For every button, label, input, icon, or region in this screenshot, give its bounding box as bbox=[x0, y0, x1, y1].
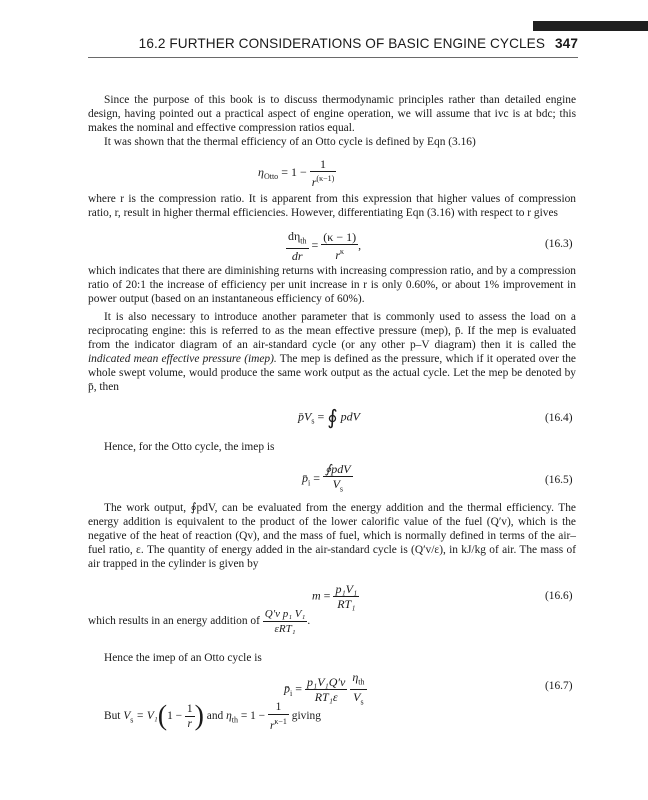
equation-number-16-5: (16.5) bbox=[545, 474, 573, 486]
equation-16-3: $\frac{d\eta_{th}}{dr}$ = $\frac{(\kappa - 1)}{r^\kappa}$ , bbox=[288, 229, 362, 264]
paragraph-7: The work output, ∮pdV, can be evaluated from the energy addition and the thermal efficiency. The energy addition is equivalent to the product of the lower calorific value of the fuel (Q′v), which is the negative of the heat of reaction (Qv), and the mass of fuel, which is normally defined in terms of the air–fuel ratio, ε. The quantity of energy added in the air-standard cycle is (Q′v/ε), in kJ/kg of air. The mass of air trapped in the cylinder is given by bbox=[88, 502, 576, 570]
equation-otto-efficiency: $\eta_{Otto} = 1$ − $\frac{1}{r^{(\kappa-1)}}$ bbox=[258, 157, 335, 189]
equation-16-5: $p̄_i$ = $\frac{\text{∮pdV}}{V_s}$ bbox=[302, 462, 351, 494]
equation-number-16-4: (16.4) bbox=[545, 412, 573, 424]
equation-number-16-7: (16.7) bbox=[545, 680, 573, 692]
paragraph-1: Since the purpose of this book is to discuss thermodynamic principles rather than detailed engine design, having pointed out a practical aspect of engine operation, we will assume that ivc is at bdc; this makes the nominal and effective compression ratios equal. bbox=[88, 94, 576, 134]
equation-16-6: m = $\frac{\text{p₁V₁}}{\text{RT₁}}$ bbox=[312, 582, 358, 611]
vs-and-eta-line: But $V_s = V_1(1$ − $\frac{1}{r}$ ) and $\eta_{th} = 1$ − $\frac{1}{r^{\kappa-1}}$ giving bbox=[104, 700, 321, 732]
equation-16-4: $p̄V_s$ = ∮ pdV bbox=[298, 407, 361, 429]
page-number: 347 bbox=[555, 36, 578, 51]
energy-addition-line: which results in an energy addition of $\frac{\text{Q′v p₁ V₁}}{\text{εRT₁}}$ . bbox=[88, 608, 311, 635]
section-title: 16.2 FURTHER CONSIDERATIONS OF BASIC ENGINE CYCLES bbox=[138, 36, 546, 51]
paragraph-6: Hence, for the Otto cycle, the imep is bbox=[104, 441, 275, 453]
paragraph-3: where r is the compression ratio. It is apparent from this expression that higher values of compression ratio, r, result in higher thermal efficiencies. However, differentiating Eqn (3.16) with respect to r gives bbox=[88, 193, 576, 219]
paragraph-9: Hence the imep of an Otto cycle is bbox=[104, 652, 262, 664]
equation-number-16-6: (16.6) bbox=[545, 590, 573, 602]
paragraph-2: It was shown that the thermal efficiency of an Otto cycle is defined by Eqn (3.16) bbox=[104, 136, 476, 148]
header-bar-decoration bbox=[533, 21, 648, 31]
equation-number-16-3: (16.3) bbox=[545, 238, 573, 250]
header-rule bbox=[88, 57, 578, 58]
paragraph-4: which indicates that there are diminishing returns with increasing compression ratio, and by a compression ratio of 20:1 the increase of efficiency per unit increase in r is only 0.60%, or about 1% improvement in power output (based on an instantaneous efficiency of 60%). bbox=[88, 265, 576, 305]
equation-16-7: $p̄_i$ = $\frac{\text{p₁V₁Q′v}}{\text{RT₁ε}}$ $\frac{\eta_{th}}{V_s}$ bbox=[284, 670, 365, 707]
running-header bbox=[0, 36, 578, 51]
paragraph-5: It is also necessary to introduce another parameter that is commonly used to assess the load on a reciprocating engine: this is referred to as the mean effective pressure (mep), p̄. If the mep is evaluated from the indicator diagram of an air-standard cycle (or any other p–V diagram) then it is called the indicated mean effective pressure (imep). The mep is defined as the pressure, which if it operated over the whole swept volume, would produce the same work output as the actual cycle. Let the mep be denoted by p̄, then bbox=[88, 311, 576, 393]
